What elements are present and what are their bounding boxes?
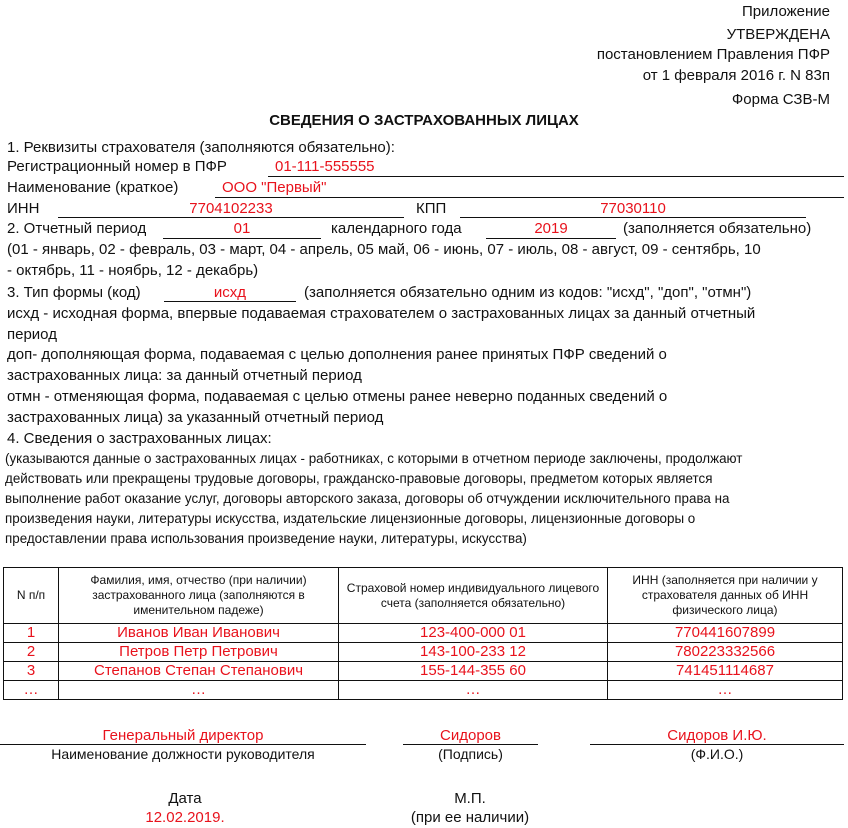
row-inn[interactable]: 770441607899 [608, 624, 843, 643]
table-row [4, 624, 843, 643]
form-type-desc2: период [7, 326, 57, 343]
org-name-value[interactable]: ООО "Первый" [222, 179, 327, 196]
table-header-row [4, 568, 843, 624]
reg-number-value[interactable]: 01-111-555555 [275, 158, 375, 175]
row-number[interactable]: 1 [4, 624, 59, 643]
period-value[interactable]: 01 [233, 220, 251, 237]
section4-note1: (указываются данные о застрахованных лицах - работниках, с которыми в отчетном периоде заключены, продолжают [5, 451, 743, 466]
fio-line [590, 744, 844, 745]
form-name: Форма СЗВ-М [731, 91, 830, 108]
section4-note5: предоставлении права использования произведение науки, литературы, искусства) [5, 531, 527, 546]
row-number[interactable]: 2 [4, 643, 59, 662]
col-header-number: N п/п [4, 568, 59, 624]
row-inn[interactable]: 780223332566 [608, 643, 843, 662]
year-value[interactable]: 2019 [534, 220, 568, 237]
period-label: 2. Отчетный период [7, 220, 147, 237]
table-row [4, 681, 843, 700]
row-snils[interactable]: 155-144-355 60 [339, 662, 608, 681]
table-row [4, 662, 843, 681]
director-position-value[interactable]: Генеральный директор [102, 727, 264, 744]
date-value[interactable]: 12.02.2019. [145, 809, 225, 826]
form-type-desc5: отмн - отменяющая форма, подаваемая с целью отмены ранее неверно поданных сведений о [7, 388, 668, 405]
form-type-note: (заполняется обязательно одним из кодов: "исхд", "доп", "отмн") [304, 284, 752, 301]
form-type-desc4: застрахованных лица: за данный отчетный период [7, 367, 362, 384]
col-header-inn: ИНН (заполняется при наличии у страхователя данных об ИНН физического лица) [608, 568, 843, 624]
row-fio[interactable]: Иванов Иван Иванович [59, 624, 339, 643]
row-inn[interactable]: 741451114687 [608, 662, 843, 681]
inn-value[interactable]: 7704102233 [189, 200, 273, 217]
page-title: СВЕДЕНИЯ О ЗАСТРАХОВАННЫХ ЛИЦАХ [269, 112, 579, 129]
reg-number-label: Регистрационный номер в ПФР [7, 158, 227, 175]
row-fio[interactable]: Петров Петр Петрович [59, 643, 339, 662]
org-name-label: Наименование (краткое) [7, 179, 179, 196]
col-header-fio: Фамилия, имя, отчество (при наличии) застрахованного лица (заполняются в именительном падеже) [59, 568, 339, 624]
year-line [486, 238, 616, 239]
form-type-desc1: исхд - исходная форма, впервые подаваемая страхователем о застрахованных лицах за данный отчетный [7, 305, 756, 322]
section4-note3: выполнение работ оказание услуг, договоры авторского заказа, договоры об отчуждении исключительного права на [5, 491, 730, 506]
table-row [4, 643, 843, 662]
inn-label: ИНН [7, 200, 40, 217]
section4-note2: действовать или прекращены трудовые договоры, гражданско-правовые договоры, предметом которых является [5, 471, 713, 486]
resolution-date: от 1 февраля 2016 г. N 83п [642, 67, 830, 84]
signature-value[interactable]: Сидоров [440, 727, 501, 744]
approved-label: УТВЕРЖДЕНА [726, 26, 830, 43]
position-label: Наименование должности руководителя [51, 746, 315, 762]
period-note: (заполняется обязательно) [623, 220, 812, 237]
year-label: календарного года [331, 220, 462, 237]
insured-persons-table [3, 567, 843, 700]
section4-note4: произведения науки, литературы искусства, издательские лицензионные договоры, лицензионные договоры о [5, 511, 696, 526]
section4-heading: 4. Сведения о застрахованных лицах: [7, 430, 272, 447]
row-number[interactable]: … [4, 681, 59, 700]
row-snils[interactable]: 123-400-000 01 [339, 624, 608, 643]
form-type-desc6: застрахованных лица) за указанный отчетный период [7, 409, 384, 426]
row-number[interactable]: 3 [4, 662, 59, 681]
kpp-value[interactable]: 77030110 [600, 200, 666, 217]
signature-label: (Подпись) [438, 746, 503, 762]
signature-line [403, 744, 538, 745]
fio-label: (Ф.И.О.) [690, 746, 744, 762]
position-line [0, 744, 366, 745]
form-type-label: 3. Тип формы (код) [7, 284, 141, 301]
date-label: Дата [168, 790, 202, 807]
form-type-desc3: доп- дополняющая форма, подаваемая с целью дополнения ранее принятых ПФР сведений о [7, 346, 667, 363]
appendix-label: Приложение [742, 3, 830, 20]
row-fio[interactable]: … [59, 681, 339, 700]
stamp-label: М.П. [454, 790, 486, 807]
section1-heading: 1. Реквизиты страхователя (заполняются обязательно): [7, 139, 395, 156]
period-line [163, 238, 321, 239]
stamp-note: (при ее наличии) [410, 809, 530, 826]
col-header-snils: Страховой номер индивидуального лицевого счета (заполняется обязательно) [339, 568, 608, 624]
row-snils[interactable]: … [339, 681, 608, 700]
form-type-value[interactable]: исхд [213, 284, 247, 301]
months-line2: - октябрь, 11 - ноябрь, 12 - декабрь) [7, 262, 259, 279]
months-line1: (01 - январь, 02 - февраль, 03 - март, 04 - апрель, 05 май, 06 - июнь, 07 - июль, 08 - август, 09 - сентябрь, 10 [7, 241, 761, 258]
row-inn[interactable]: … [608, 681, 843, 700]
row-snils[interactable]: 143-100-233 12 [339, 643, 608, 662]
fio-value[interactable]: Сидоров И.Ю. [667, 727, 767, 744]
resolution-label: постановлением Правления ПФР [596, 46, 830, 63]
kpp-label: КПП [416, 200, 447, 217]
row-fio[interactable]: Степанов Степан Степанович [59, 662, 339, 681]
